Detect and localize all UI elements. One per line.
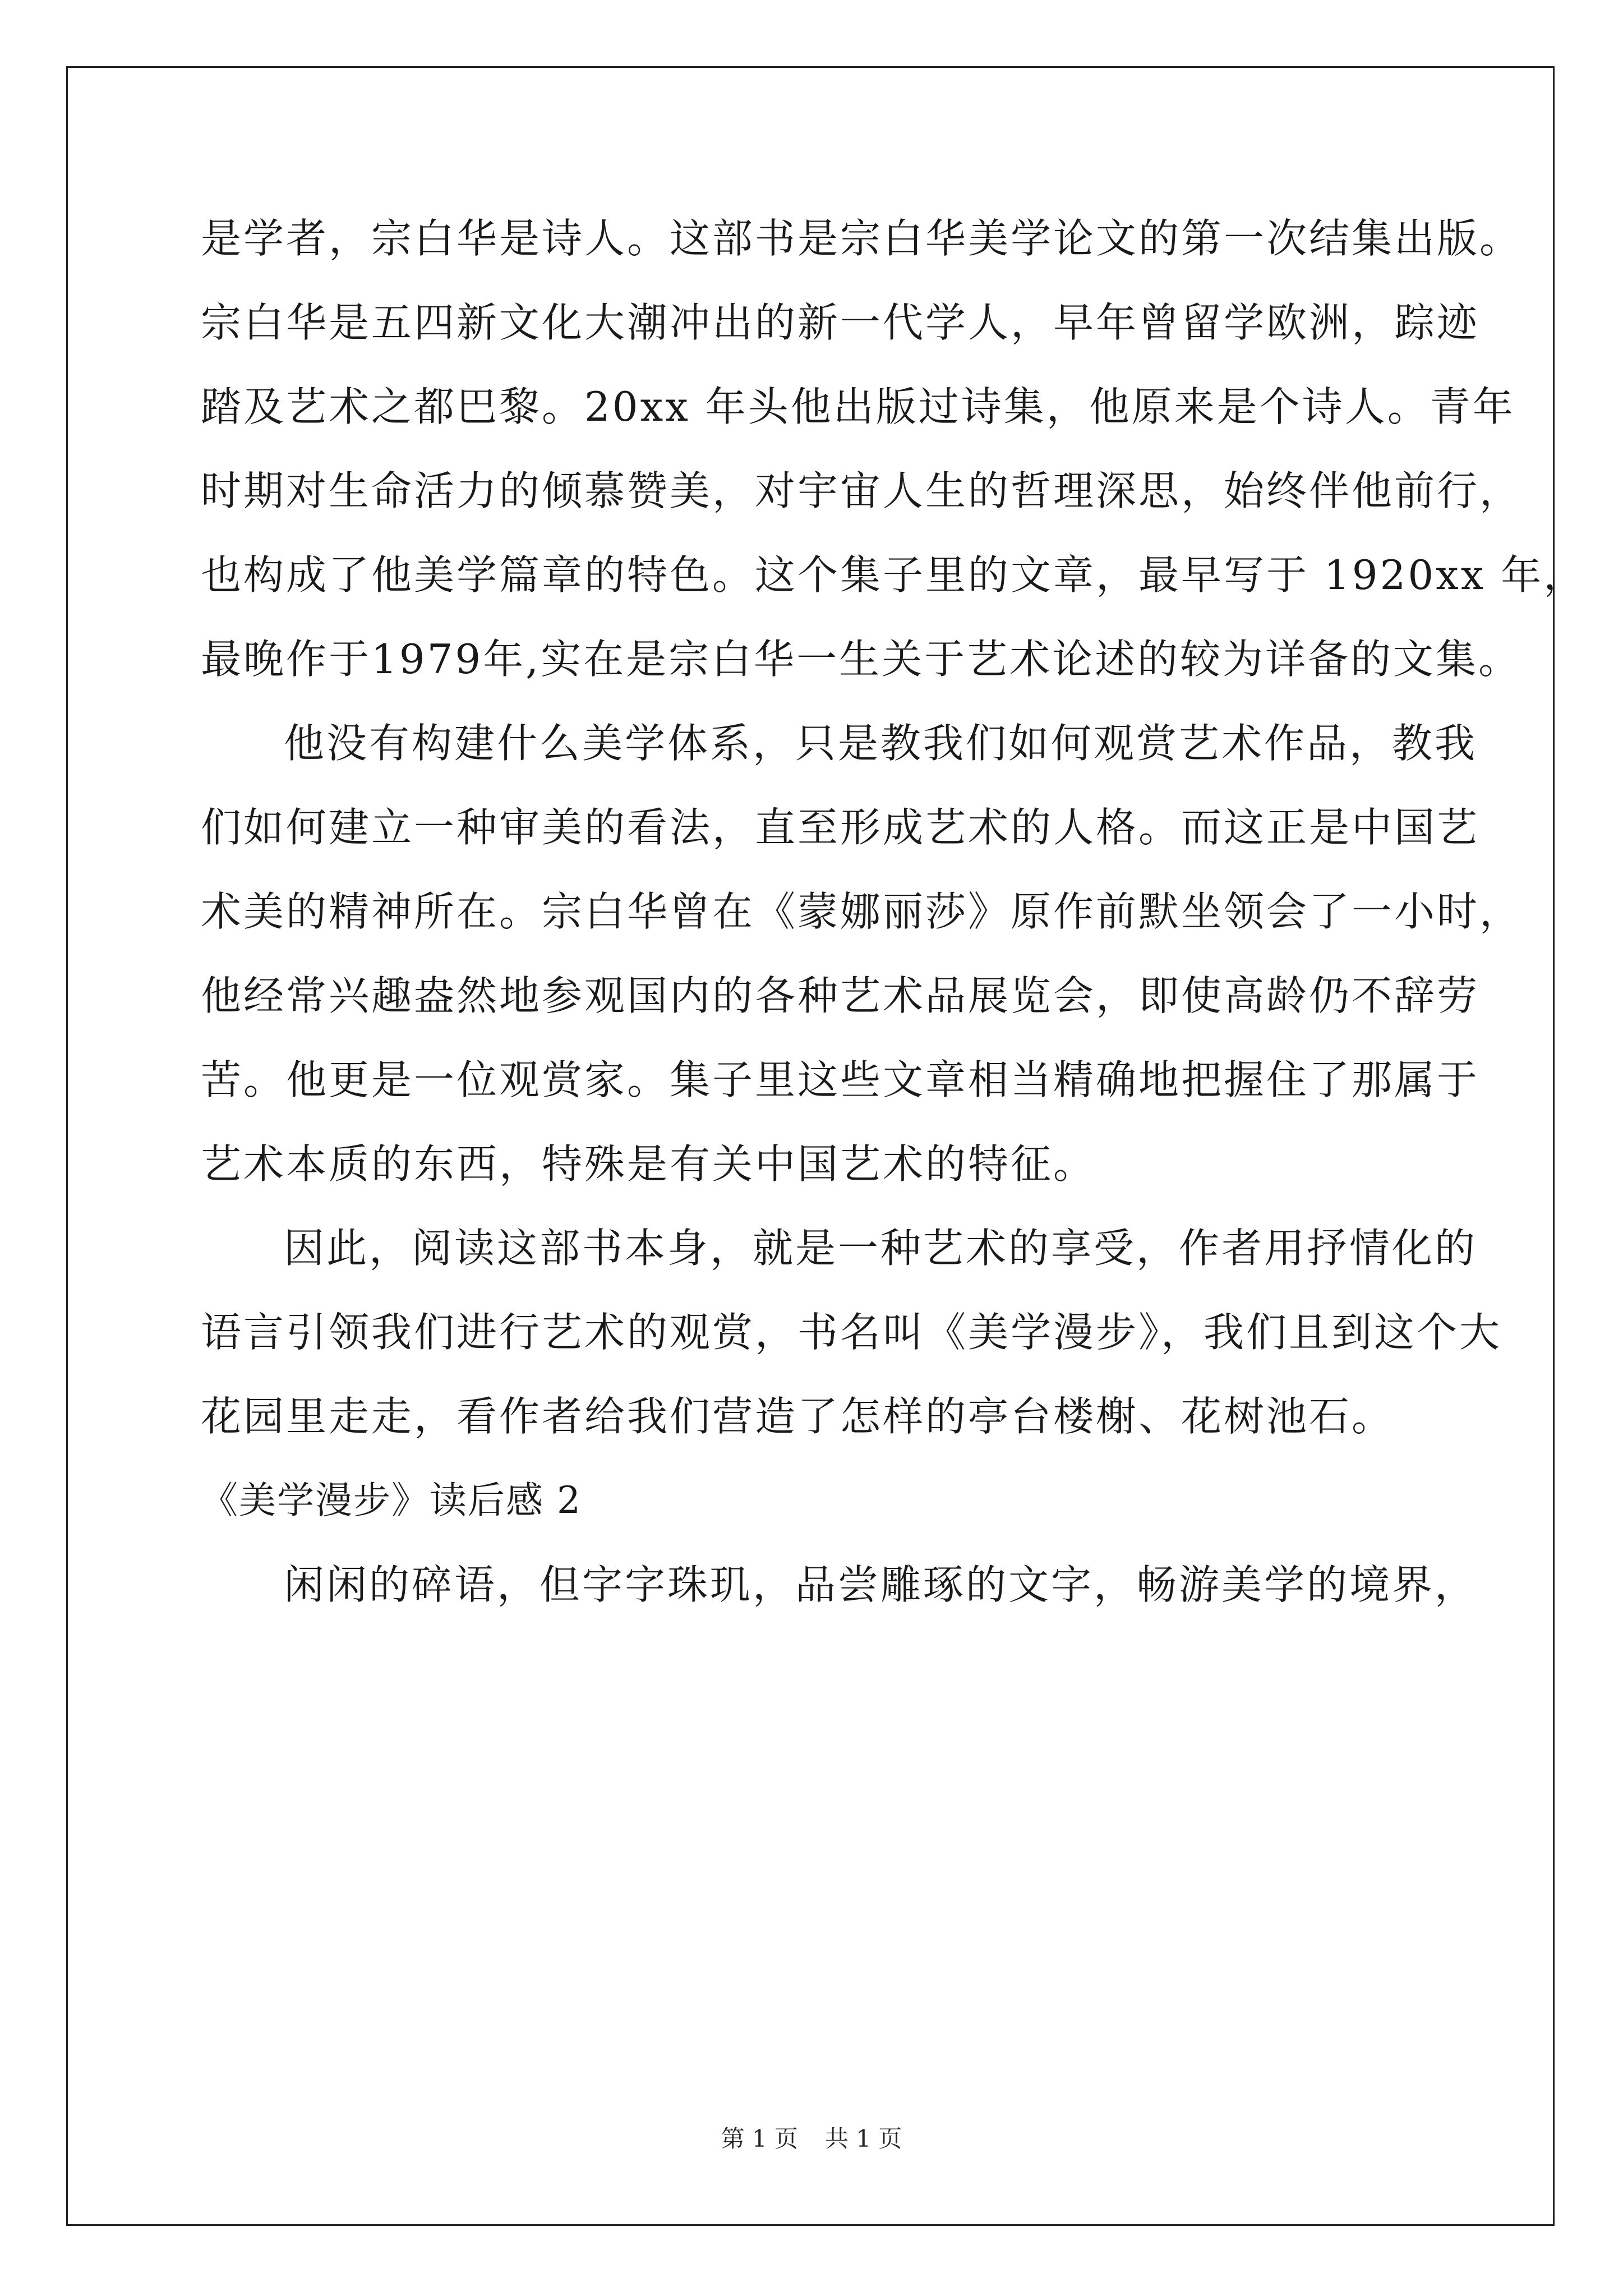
text-line: 宗白华是五四新文化大潮冲出的新一代学人，早年曾留学欧洲，踪迹 [201, 299, 1480, 346]
text-line: 们如何建立一种审美的看法，直至形成艺术的人格。而这正是中国艺 [201, 804, 1480, 851]
text-line: 是学者，宗白华是诗人。这部书是宗白华美学论文的第一次结集出版。 [201, 215, 1523, 262]
section-heading: 《美学漫步》读后感 2 [201, 1479, 582, 1522]
text-line: 最晚作于1979年,实在是宗白华一生关于艺术论述的较为详备的文集。 [201, 636, 1521, 683]
text-line: 也构成了他美学篇章的特色。这个集子里的文章，最早写于 1920xx 年， [201, 551, 1587, 599]
paragraph-start-line: 他没有构建什么美学体系，只是教我们如何观赏艺术作品，教我 [284, 720, 1478, 767]
text-line: 他经常兴趣盎然地参观国内的各种艺术品展览会，即使高龄仍不辞劳 [201, 972, 1480, 1019]
paragraph-start-line: 因此，阅读这部书本身，就是一种艺术的享受，作者用抒情化的 [284, 1225, 1478, 1272]
text-line: 语言引领我们进行艺术的观赏，书名叫《美学漫步》，我们且到这个大 [201, 1309, 1502, 1356]
page-number: 第 1 页 [721, 2125, 798, 2152]
text-line: 艺术本质的东西，特殊是有关中国艺术的特征。 [201, 1140, 1096, 1188]
page-footer [0, 2120, 1623, 2154]
paragraph-start-line: 闲闲的碎语，但字字珠玑，品尝雕琢的文字，畅游美学的境界， [284, 1561, 1478, 1608]
text-line: 踏及艺术之都巴黎。20xx 年头他出版过诗集，他原来是个诗人。青年 [201, 383, 1515, 430]
text-line: 苦。他更是一位观赏家。集子里这些文章相当精确地把握住了那属于 [201, 1056, 1480, 1103]
text-line: 花园里走走，看作者给我们营造了怎样的亭台楼榭、花树池石。 [201, 1393, 1395, 1440]
text-line: 术美的精神所在。宗白华曾在《蒙娜丽莎》原作前默坐领会了一小时， [201, 888, 1523, 935]
page-total: 共 1 页 [825, 2125, 902, 2152]
text-line: 时期对生命活力的倾慕赞美，对宇宙人生的哲理深思，始终伴他前行， [201, 467, 1523, 514]
document-body [201, 196, 1587, 1627]
